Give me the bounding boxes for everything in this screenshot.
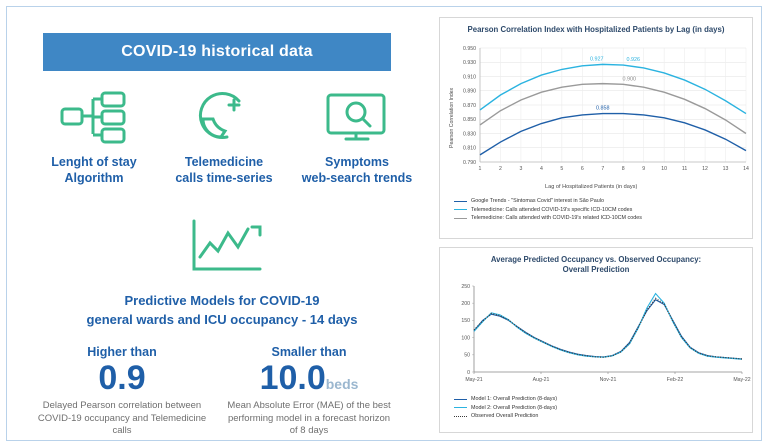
chart2-legend-label-0: Model 1: Overall Prediction (8-days)	[471, 396, 557, 402]
stat-mae-value	[219, 361, 399, 397]
feature-telemedicine-label: Telemedicine calls time-series	[175, 155, 273, 185]
chart1-legend-item-2	[454, 215, 642, 221]
svg-text:0.790: 0.790	[463, 159, 476, 166]
feature-web-search	[292, 87, 422, 186]
svg-text:0.950: 0.950	[463, 45, 476, 52]
svg-text:7: 7	[601, 166, 605, 172]
chart2-legend-item-0	[454, 396, 557, 402]
svg-text:5: 5	[560, 166, 564, 172]
web-search-icon	[292, 87, 422, 149]
chart1-title: Pearson Correlation Index with Hospitalized Patients by Lag (in days)	[467, 25, 725, 34]
left-panel	[7, 7, 437, 440]
feature-telemedicine	[159, 87, 289, 186]
svg-text:2: 2	[499, 166, 502, 172]
svg-text:0.926: 0.926	[626, 57, 640, 64]
legend-swatch-google-trends	[454, 201, 467, 202]
stat-mae-header: Smaller than	[271, 345, 347, 359]
chart2-plot	[440, 280, 754, 392]
svg-text:0.890: 0.890	[463, 88, 476, 95]
hierarchy-icon	[29, 87, 159, 149]
svg-text:50: 50	[464, 352, 470, 359]
chart-occupancy	[439, 247, 753, 433]
svg-text:Nov-21: Nov-21	[599, 377, 617, 383]
chart1-legend-label-2: Telemedicine: Calls attended with COVID-19's related ICD-10CM codes	[471, 215, 642, 221]
svg-text:13: 13	[722, 166, 729, 172]
svg-text:10: 10	[661, 166, 668, 172]
predictive-model-graphic	[159, 217, 289, 284]
telemedicine-icon	[159, 87, 289, 149]
legend-swatch-observed	[454, 416, 467, 417]
chart1-plot	[440, 42, 754, 192]
chart2-legend-label-1: Model 2: Overall Prediction (8-days)	[471, 404, 557, 411]
feature-web-search-label: Symptoms web-search trends	[301, 155, 413, 185]
svg-text:0.910: 0.910	[463, 74, 476, 81]
chart2-legend-label-2: Observed Overall Prediction	[471, 413, 539, 419]
chart1-legend-label-1: Telemedicine: Calls attended COVID-19's specific ICD-10CM codes	[471, 206, 633, 213]
legend-swatch-model2	[454, 407, 467, 408]
svg-text:1: 1	[478, 166, 482, 172]
stat-mae	[219, 345, 399, 438]
svg-text:0.930: 0.930	[463, 60, 476, 67]
legend-swatch-related-icd	[454, 218, 467, 219]
svg-text:0.858: 0.858	[596, 105, 610, 112]
stat-mae-description: Mean Absolute Error (MAE) of the best performing model in a forecast horizon of 8 days	[227, 399, 391, 437]
svg-text:0.810: 0.810	[463, 145, 476, 152]
svg-text:0.927: 0.927	[590, 56, 604, 63]
feature-length-of-stay	[29, 87, 159, 186]
stat-correlation-header: Higher than	[87, 345, 157, 359]
svg-text:0: 0	[467, 369, 470, 376]
chart1-x-axis-label: Lag of Hospitalized Patients (in days)	[545, 184, 638, 190]
feature-length-of-stay-label: Lenght of stay Algorithm	[51, 155, 137, 185]
svg-text:11: 11	[681, 166, 688, 172]
stat-correlation	[32, 345, 212, 438]
svg-text:12: 12	[702, 166, 708, 172]
svg-text:0.900: 0.900	[622, 76, 636, 83]
stat-mae-unit: beds	[325, 376, 359, 392]
svg-text:4: 4	[539, 166, 543, 172]
svg-text:100: 100	[461, 335, 470, 342]
svg-text:Aug-21: Aug-21	[532, 377, 550, 383]
poster-frame	[6, 6, 762, 441]
svg-text:250: 250	[461, 283, 470, 290]
svg-text:May-21: May-21	[465, 377, 483, 383]
svg-text:0.850: 0.850	[463, 117, 476, 124]
page-title	[43, 33, 391, 71]
chart2-legend-item-1	[454, 405, 557, 411]
predictive-models-caption: Predictive Models for COVID-19 general wards and ICU occupancy - 14 days	[86, 293, 358, 327]
svg-text:8: 8	[621, 166, 625, 172]
svg-text:0.870: 0.870	[463, 102, 476, 109]
chart1-legend	[454, 198, 642, 224]
svg-text:14: 14	[743, 166, 749, 172]
chart1-legend-item-0	[454, 198, 642, 204]
chart2-legend	[454, 396, 557, 422]
stat-mae-number: 10.0	[259, 359, 326, 397]
svg-text:150: 150	[461, 318, 470, 325]
svg-text:6: 6	[580, 166, 584, 172]
stat-correlation-description: Delayed Pearson correlation between COVID-19 occupancy and Telemedicine calls	[37, 399, 207, 437]
svg-text:Feb-22: Feb-22	[666, 377, 684, 383]
svg-text:3: 3	[519, 166, 523, 172]
chart2-title: Average Predicted Occupancy vs. Observed Occupancy: Overall Prediction	[490, 255, 702, 275]
chart1-legend-item-1	[454, 207, 642, 213]
chart1-y-axis-label: Pearson Correlation Index	[449, 87, 455, 148]
right-panel	[439, 15, 755, 435]
legend-swatch-model1	[454, 399, 467, 400]
legend-swatch-specific-icd	[454, 209, 467, 210]
svg-text:200: 200	[461, 301, 470, 307]
line-chart-icon	[159, 217, 289, 284]
chart-pearson-correlation	[439, 17, 753, 239]
svg-text:9: 9	[642, 166, 646, 172]
stat-correlation-value: 0.9	[98, 359, 146, 397]
svg-text:May-22: May-22	[733, 377, 751, 383]
chart1-legend-label-0: Google Trends - "Sintomas Covid" interest in São Paulo	[471, 198, 604, 204]
page-title-text: COVID-19 historical data	[121, 43, 313, 60]
svg-text:0.830: 0.830	[463, 131, 476, 138]
chart2-legend-item-2	[454, 413, 557, 419]
